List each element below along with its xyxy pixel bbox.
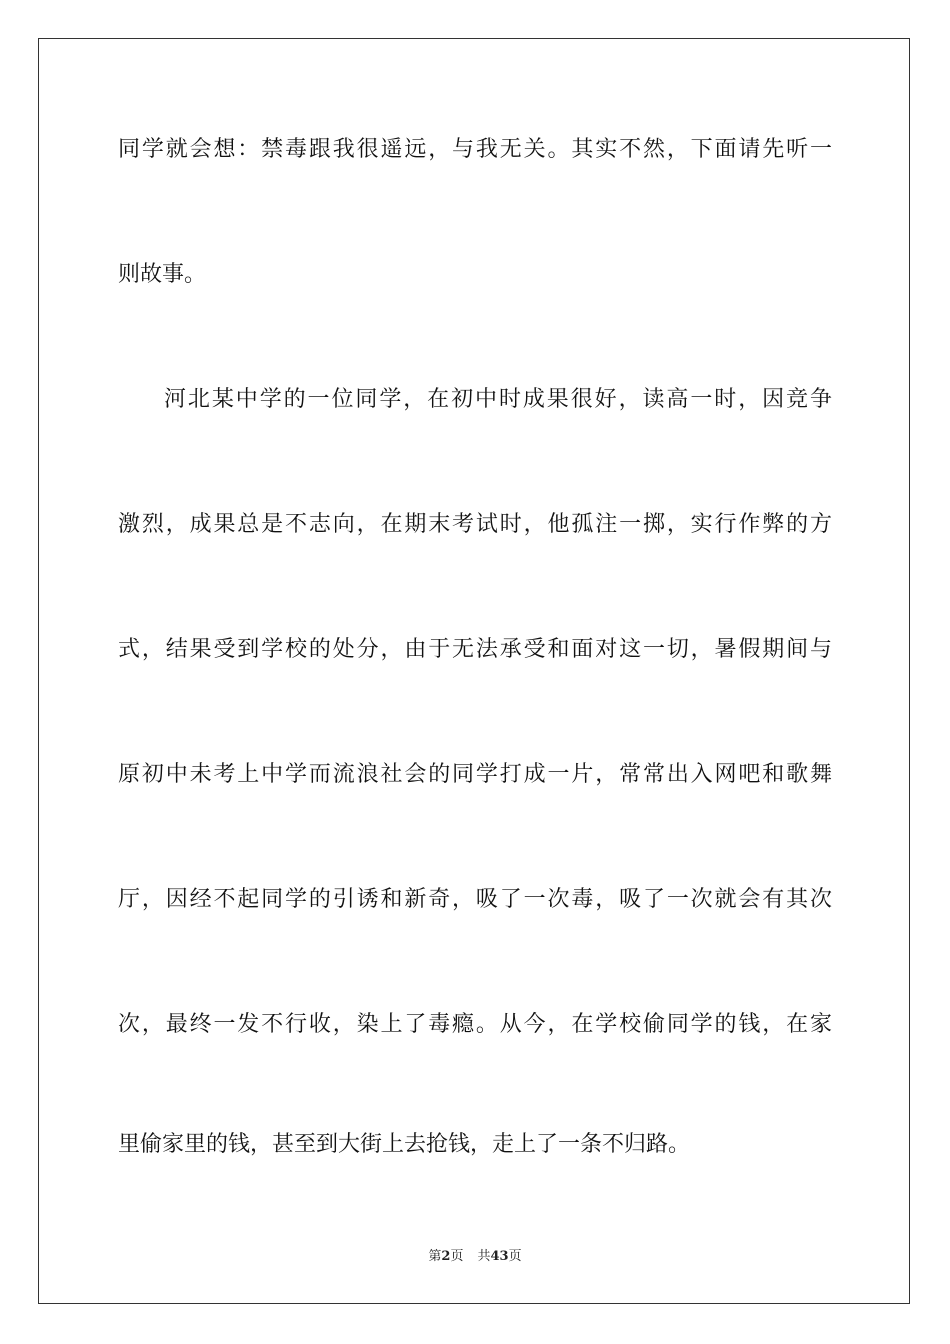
text-line-4: 激烈，成果总是不志向，在期末考试时，他孤注一掷，实行作弊的方 [118, 512, 832, 537]
text-line-9: 里偷家里的钱，甚至到大街上去抢钱，走上了一条不归路。 [118, 1132, 691, 1157]
text-line-3: 河北某中学的一位同学，在初中时成果很好，读高一时，因竞争 [164, 387, 832, 412]
page-number: 2 [441, 1249, 451, 1264]
text-line-6: 原初中未考上中学而流浪社会的同学打成一片，常常出入网吧和歌舞 [118, 762, 832, 787]
total-suffix: 页 [508, 1249, 522, 1264]
page-border [38, 38, 910, 1304]
text-line-8: 次，最终一发不行收，染上了毒瘾。从今，在学校偷同学的钱，在家 [118, 1012, 832, 1037]
page-suffix: 页 [450, 1249, 464, 1264]
total-prefix: 共 [477, 1249, 491, 1264]
total-pages: 43 [490, 1249, 509, 1264]
text-line-7: 厅，因经不起同学的引诱和新奇，吸了一次毒，吸了一次就会有其次 [118, 887, 832, 912]
page-footer [0, 1248, 950, 1266]
text-line-1: 同学就会想：禁毒跟我很遥远，与我无关。其实不然，下面请先听一 [118, 137, 832, 162]
page-prefix: 第 [428, 1249, 442, 1264]
text-line-5: 式，结果受到学校的处分，由于无法承受和面对这一切，暑假期间与 [118, 637, 832, 662]
text-line-2: 则故事。 [118, 262, 207, 287]
